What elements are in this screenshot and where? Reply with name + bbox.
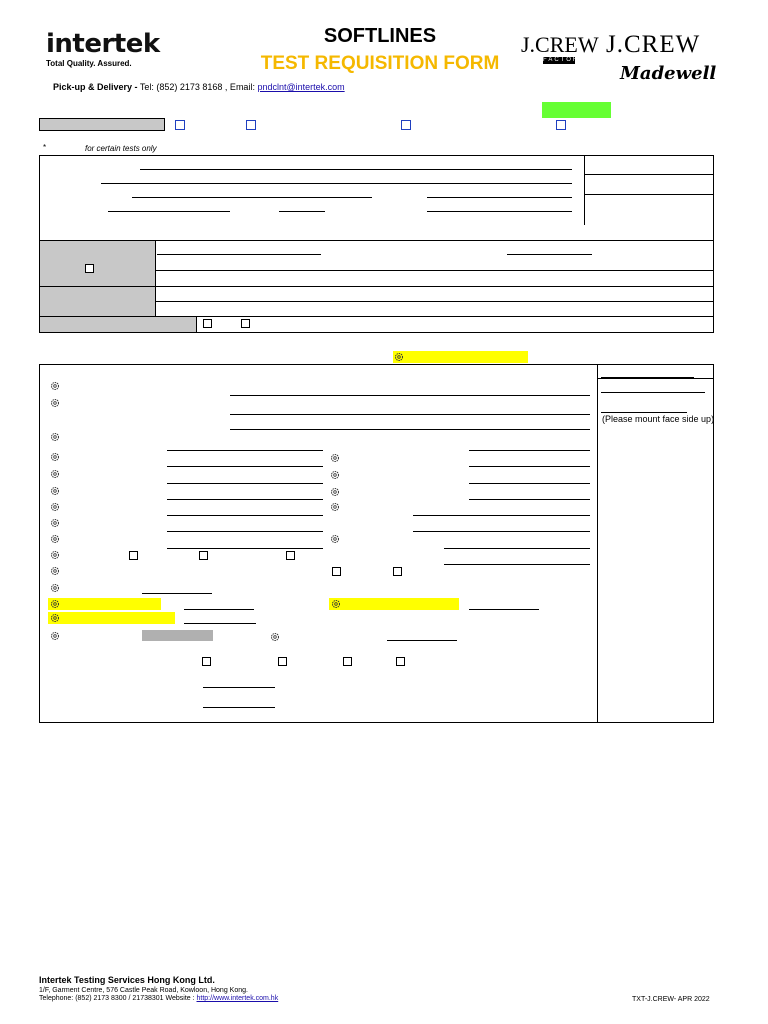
grey-cell-2: [40, 287, 155, 316]
gear-icon: [50, 550, 60, 560]
gear-icon: [50, 534, 60, 544]
form-title: SOFTLINES: [323, 25, 437, 47]
pickup-label: Pick-up & Delivery -: [53, 82, 138, 92]
gear-icon: [50, 398, 60, 408]
checkbox-sample-8[interactable]: [343, 657, 352, 666]
gear-icon: [50, 599, 60, 609]
checkbox-option-3[interactable]: [401, 120, 411, 130]
pickup-line: [53, 82, 345, 92]
logo-tagline: Total Quality. Assured.: [46, 59, 132, 68]
checkbox-sample-7[interactable]: [278, 657, 287, 666]
yellow-highlight-top: [393, 351, 528, 363]
form-code: TXT-J.CREW- APR 2022: [632, 996, 710, 1003]
madewell-logo: Madewell: [620, 63, 717, 84]
yellow-highlight-row-2: [48, 612, 175, 624]
gear-icon: [330, 502, 340, 512]
checkbox-sample-2[interactable]: [199, 551, 208, 560]
gear-icon: [50, 381, 60, 391]
gear-icon: [270, 632, 280, 642]
checkbox-yes-1[interactable]: [203, 319, 212, 328]
checkbox-sample-3[interactable]: [286, 551, 295, 560]
gear-icon: [50, 613, 60, 623]
gear-icon: [50, 502, 60, 512]
gear-icon: [330, 453, 340, 463]
checkbox-applicant[interactable]: [85, 264, 94, 273]
gear-icon: [50, 518, 60, 528]
gear-icon: [50, 583, 60, 593]
intertek-logo: [46, 30, 160, 68]
grey-label-bar: [39, 118, 165, 131]
footer-address: 1/F, Garment Centre, 576 Castle Peak Road, Kowloon, Hong Kong.: [39, 987, 248, 994]
gear-icon: [330, 534, 340, 544]
grey-field: [142, 630, 213, 641]
footer-website-link[interactable]: http://www.intertek.com.hk: [196, 995, 279, 1002]
checkbox-no-1[interactable]: [241, 319, 250, 328]
footer-contact: [39, 995, 278, 1002]
gear-icon: [50, 486, 60, 496]
pickup-email-link[interactable]: pndclnt@intertek.com: [257, 82, 345, 92]
logo-text: intertek: [46, 29, 160, 59]
jcrew-logo: J.CREW: [606, 31, 701, 58]
checkbox-sample-1[interactable]: [129, 551, 138, 560]
mount-note: (Please mount face side up): [602, 414, 715, 424]
footer-contact-prefix: Telephone: (852) 2173 8300 / 21738301 Website :: [39, 995, 197, 1002]
checkbox-option-1[interactable]: [175, 120, 185, 130]
gear-icon: [50, 631, 60, 641]
certain-tests-note: for certain tests only: [85, 144, 157, 153]
checkbox-option-4[interactable]: [556, 120, 566, 130]
jcrew-factory-logo: [521, 34, 597, 64]
gear-icon: [330, 470, 340, 480]
checkbox-sample-4[interactable]: [332, 567, 341, 576]
green-highlight-box: [542, 102, 611, 118]
factory-tag: FACTORY: [543, 57, 586, 63]
yellow-highlight-row-3: [329, 598, 459, 610]
form-subtitle: TEST REQUISITION FORM: [260, 53, 500, 74]
gear-icon: [330, 487, 340, 497]
checkbox-sample-5[interactable]: [393, 567, 402, 576]
checkbox-sample-9[interactable]: [396, 657, 405, 666]
gear-icon: [331, 599, 341, 609]
gear-icon: [50, 452, 60, 462]
checkbox-sample-6[interactable]: [202, 657, 211, 666]
jcrew-factory-text: J.CREW: [521, 32, 599, 57]
gear-icon: [394, 352, 404, 362]
footer-company: Intertek Testing Services Hong Kong Ltd.: [39, 975, 215, 985]
yellow-highlight-row-1: [48, 598, 161, 610]
gear-icon: [50, 566, 60, 576]
pickup-tel: Tel: (852) 2173 8168 , Email:: [139, 82, 258, 92]
applicant-right-divider: [584, 155, 585, 225]
grey-cell-3: [40, 317, 196, 332]
grey-cell-1: [40, 241, 155, 286]
gear-icon: [50, 432, 60, 442]
sample-mount-divider: [597, 364, 598, 723]
asterisk-note: *: [43, 143, 47, 152]
gear-icon: [50, 469, 60, 479]
checkbox-option-2[interactable]: [246, 120, 256, 130]
